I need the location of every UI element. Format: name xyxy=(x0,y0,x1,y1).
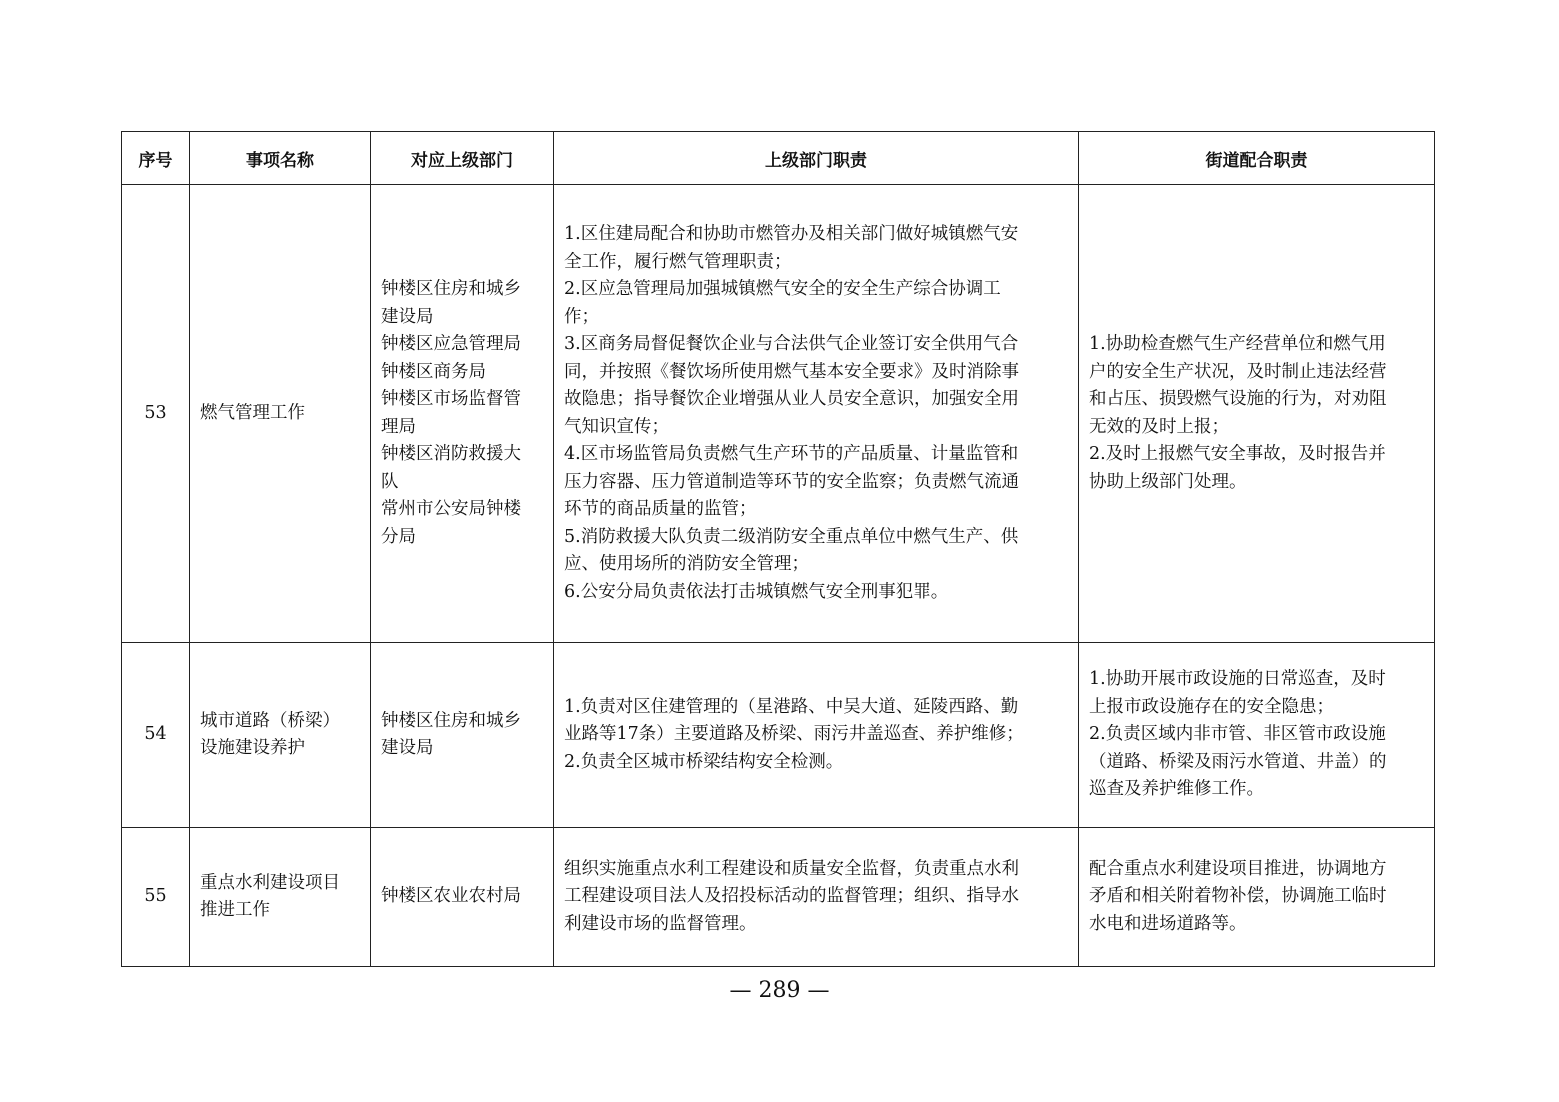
row-number: 53 xyxy=(122,185,190,643)
table-body xyxy=(122,185,1435,967)
text-line: 2.负责区域内非市管、非区管市政设施 xyxy=(1089,724,1386,745)
text-line: 推进工作 xyxy=(200,900,270,920)
text-line: 同，并按照《餐饮场所使用燃气基本安全要求》及时消除事 xyxy=(564,361,1019,382)
street-duty-cell xyxy=(1079,828,1435,967)
text-line: 无效的及时上报； xyxy=(1089,416,1229,437)
item-name-cell xyxy=(190,828,371,967)
text-line: 理局 xyxy=(381,416,416,437)
text-line: 建设局 xyxy=(381,738,434,758)
text-line: 应、使用场所的消防安全管理； xyxy=(564,554,809,574)
text-line: 压力容器、压力管道制造等环节的安全监察；负责燃气流通 xyxy=(564,471,1019,492)
text-line: 城市道路（桥梁） xyxy=(200,710,340,731)
text-line: 环节的商品质量的监管； xyxy=(564,499,757,519)
text-line: 设施建设养护 xyxy=(200,738,305,758)
text-line: 利建设市场的监督管理。 xyxy=(564,913,757,934)
text-line: 矛盾和相关附着物补偿，协调施工临时 xyxy=(1089,886,1387,907)
text-line: 作； xyxy=(564,306,599,327)
text-line: 5.消防救援大队负责二级消防安全重点单位中燃气生产、供 xyxy=(564,526,1019,547)
text-line: 1.负责对区住建管理的（星港路、中吴大道、延陵西路、勤 xyxy=(564,696,1019,717)
text-line: 建设局 xyxy=(381,306,434,327)
text-line: 2.及时上报燃气安全事故，及时报告并 xyxy=(1089,444,1386,464)
text-line: 2.负责全区城市桥梁结构安全检测。 xyxy=(564,751,844,772)
superior-duty-cell xyxy=(554,643,1079,828)
text-line: 全工作，履行燃气管理职责； xyxy=(564,251,792,272)
header-superior-dept: 对应上级部门 xyxy=(371,132,554,185)
text-line: 1.协助检查燃气生产经营单位和燃气用 xyxy=(1089,334,1386,354)
text-line: 队 xyxy=(381,471,399,492)
text-line: 气知识宣传； xyxy=(564,416,669,437)
header-superior-duty: 上级部门职责 xyxy=(554,132,1079,185)
duty-table xyxy=(121,131,1435,967)
text-line: 燃气管理工作 xyxy=(200,402,305,423)
text-line: 工程建设项目法人及招投标活动的监督管理；组织、指导水 xyxy=(564,886,1019,907)
superior-dept-cell xyxy=(371,185,554,643)
header-row xyxy=(122,132,1435,185)
street-duty-cell xyxy=(1079,185,1435,643)
row-number: 54 xyxy=(122,643,190,828)
superior-duty-cell xyxy=(554,828,1079,967)
page-number: — 289 — xyxy=(729,978,830,1003)
text-line: 钟楼区住房和城乡 xyxy=(381,279,521,299)
item-name-cell xyxy=(190,643,371,828)
text-line: 户的安全生产状况，及时制止违法经营 xyxy=(1089,361,1387,382)
superior-duty-cell xyxy=(554,185,1079,643)
text-line: 钟楼区消防救援大 xyxy=(381,444,521,464)
text-line: 6.公安分局负责依法打击城镇燃气安全刑事犯罪。 xyxy=(564,581,949,602)
superior-dept-cell xyxy=(371,643,554,828)
table-row xyxy=(122,643,1435,828)
text-line: 钟楼区住房和城乡 xyxy=(381,710,521,731)
row-number: 55 xyxy=(122,828,190,967)
superior-dept-cell xyxy=(371,828,554,967)
text-line: 分局 xyxy=(381,526,416,547)
text-line: 3.区商务局督促餐饮企业与合法供气企业签订安全供用气合 xyxy=(564,334,1019,354)
text-line: 重点水利建设项目 xyxy=(200,872,340,893)
text-line: 业路等17条）主要道路及桥梁、雨污井盖巡查、养护维修； xyxy=(564,724,1024,745)
header-no: 序号 xyxy=(122,132,190,185)
text-line: 钟楼区农业农村局 xyxy=(381,886,521,907)
text-line: 钟楼区市场监督管 xyxy=(381,389,521,409)
street-duty-cell xyxy=(1079,643,1435,828)
text-line: 巡查及养护维修工作。 xyxy=(1089,779,1264,800)
text-line: 水电和进场道路等。 xyxy=(1089,913,1247,934)
text-line: （道路、桥梁及雨污水管道、井盖）的 xyxy=(1089,751,1387,772)
text-line: 钟楼区商务局 xyxy=(381,361,486,382)
item-name-cell xyxy=(190,185,371,643)
text-line: 2.区应急管理局加强城镇燃气安全的安全生产综合协调工 xyxy=(564,279,1001,299)
text-line: 上报市政设施存在的安全隐患； xyxy=(1089,696,1334,717)
text-line: 故隐患；指导餐饮企业增强从业人员安全意识，加强安全用 xyxy=(564,389,1019,409)
text-line: 常州市公安局钟楼 xyxy=(381,499,521,519)
text-line: 和占压、损毁燃气设施的行为，对劝阻 xyxy=(1089,389,1387,409)
table-row xyxy=(122,828,1435,967)
text-line: 协助上级部门处理。 xyxy=(1089,471,1247,492)
text-line: 1.区住建局配合和协助市燃管办及相关部门做好城镇燃气安 xyxy=(564,224,1019,244)
text-line: 钟楼区应急管理局 xyxy=(381,334,521,354)
text-line: 4.区市场监管局负责燃气生产环节的产品质量、计量监管和 xyxy=(564,444,1019,464)
table-row xyxy=(122,185,1435,643)
header-street-duty: 街道配合职责 xyxy=(1079,132,1435,185)
text-line: 组织实施重点水利工程建设和质量安全监督，负责重点水利 xyxy=(564,858,1019,879)
text-line: 1.协助开展市政设施的日常巡查，及时 xyxy=(1089,669,1386,690)
text-line: 配合重点水利建设项目推进，协调地方 xyxy=(1089,858,1387,879)
header-item-name: 事项名称 xyxy=(190,132,371,185)
